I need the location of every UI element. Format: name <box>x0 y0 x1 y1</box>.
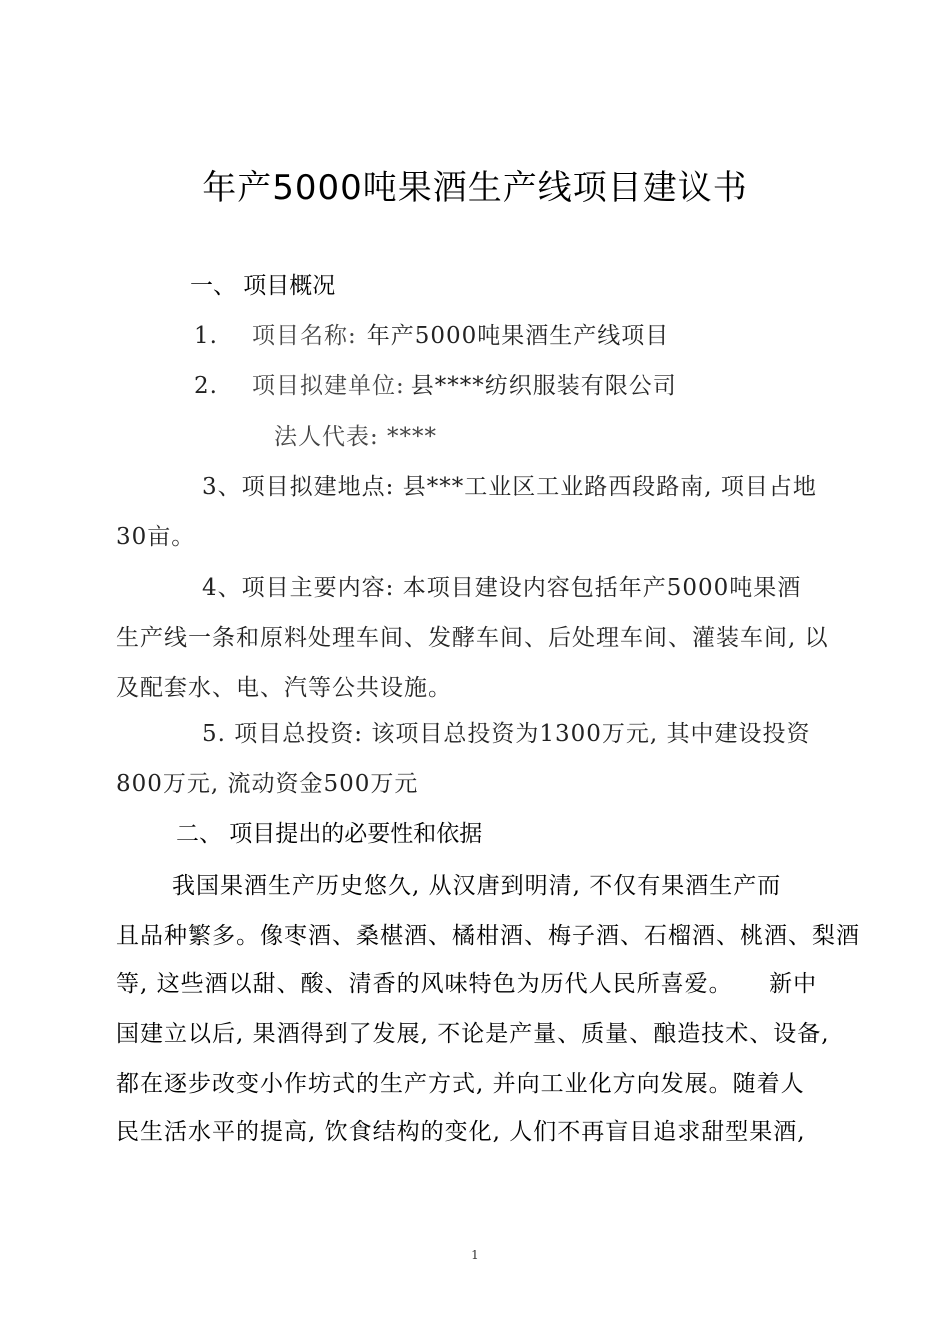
item-label: 项目名称: <box>251 323 357 349</box>
section-heading-overview: 一、 项目概况 <box>190 273 336 299</box>
item-value: 年产5000吨果酒生产线项目 <box>366 323 670 349</box>
item-content-line3: 及配套水、电、汽等公共设施。 <box>116 675 452 701</box>
item-location-line2: 30亩。 <box>116 524 196 550</box>
item-number: 1. <box>194 323 218 349</box>
paragraph-line: 且品种繁多。像枣酒、桑椹酒、橘柑酒、梅子酒、石榴酒、桃酒、梨酒 <box>116 923 860 949</box>
item-content-line2: 生产线一条和原料处理车间、发酵车间、后处理车间、灌装车间, 以 <box>116 625 829 651</box>
item-label: 项目拟建单位: <box>251 373 405 399</box>
section-heading-necessity: 二、 项目提出的必要性和依据 <box>176 821 483 847</box>
item-value: 县****纺织服装有限公司 <box>410 373 677 399</box>
document-title: 年产5000吨果酒生产线项目建议书 <box>202 168 748 208</box>
item-investment-line1: 5. 项目总投资: 该项目总投资为1300万元, 其中建设投资 <box>202 721 811 747</box>
legal-representative: 法人代表: **** <box>274 424 438 450</box>
item-number: 2. <box>194 373 218 399</box>
item-location-line1: 3、项目拟建地点: 县***工业区工业路西段路南, 项目占地 <box>202 474 817 500</box>
paragraph-line: 等, 这些酒以甜、酸、清香的风味特色为历代人民所喜爱。 新中 <box>116 971 818 997</box>
item-investment-line2: 800万元, 流动资金500万元 <box>116 771 419 797</box>
paragraph-line: 国建立以后, 果酒得到了发展, 不论是产量、质量、酿造技术、设备, <box>116 1021 830 1047</box>
item-builder-unit <box>194 371 677 401</box>
paragraph-line: 我国果酒生产历史悠久, 从汉唐到明清, 不仅有果酒生产而 <box>172 873 782 899</box>
page-number: 1 <box>471 1248 479 1262</box>
paragraph-line: 民生活水平的提高, 饮食结构的变化, 人们不再盲目追求甜型果酒, <box>116 1119 806 1145</box>
paragraph-line: 都在逐步改变小作坊式的生产方式, 并向工业化方向发展。随着人 <box>116 1071 805 1097</box>
item-project-name <box>194 321 669 351</box>
item-content-line1: 4、项目主要内容: 本项目建设内容包括年产5000吨果酒 <box>202 575 802 601</box>
